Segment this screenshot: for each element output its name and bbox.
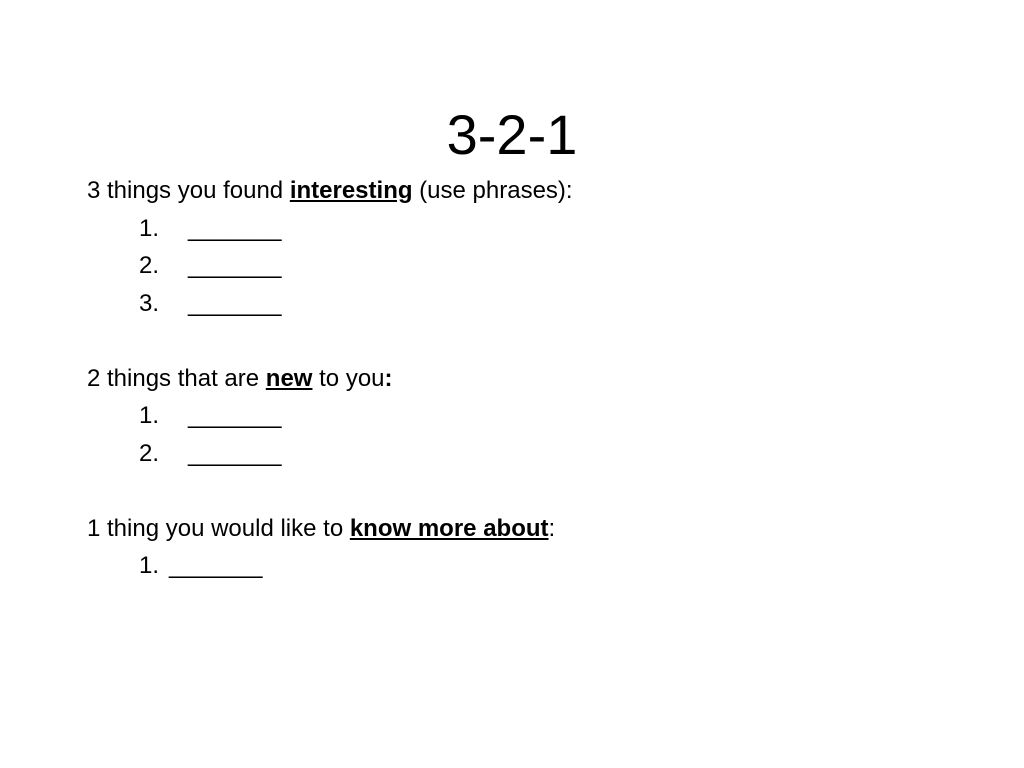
heading-know-more-prefix: 1 thing you would like to	[87, 515, 350, 542]
interesting-item-3-blank: _______	[188, 290, 282, 317]
new-item-2-blank: _______	[188, 440, 282, 467]
heading-new	[87, 364, 393, 394]
heading-know-more-suffix: :	[548, 515, 556, 542]
heading-interesting-emphasis: interesting	[289, 177, 413, 204]
slide-title: 3-2-1	[446, 103, 578, 166]
know-more-item-1-blank: _______	[169, 552, 263, 579]
interesting-item-2-number: 2.	[139, 252, 160, 279]
heading-interesting-prefix: 3 things you found	[87, 177, 290, 204]
heading-know-more-emphasis: know more about	[349, 515, 549, 542]
heading-know-more	[87, 514, 555, 544]
heading-interesting-suffix: (use phrases):	[412, 177, 573, 204]
new-item-1-number: 1.	[139, 402, 160, 429]
heading-new-prefix: 2 things that are	[87, 365, 266, 392]
new-item-2-number: 2.	[139, 440, 160, 467]
interesting-item-2-blank: _______	[188, 252, 282, 279]
interesting-item-1-blank: _______	[188, 215, 282, 242]
interesting-item-1-number: 1.	[139, 215, 160, 242]
heading-interesting	[87, 176, 573, 206]
new-item-1-blank: _______	[188, 402, 282, 429]
heading-new-middle: to you	[312, 365, 385, 392]
heading-new-colon: :	[384, 365, 393, 392]
interesting-item-3-number: 3.	[139, 290, 160, 317]
know-more-item-1-number: 1.	[139, 552, 160, 579]
heading-new-emphasis: new	[265, 365, 313, 392]
